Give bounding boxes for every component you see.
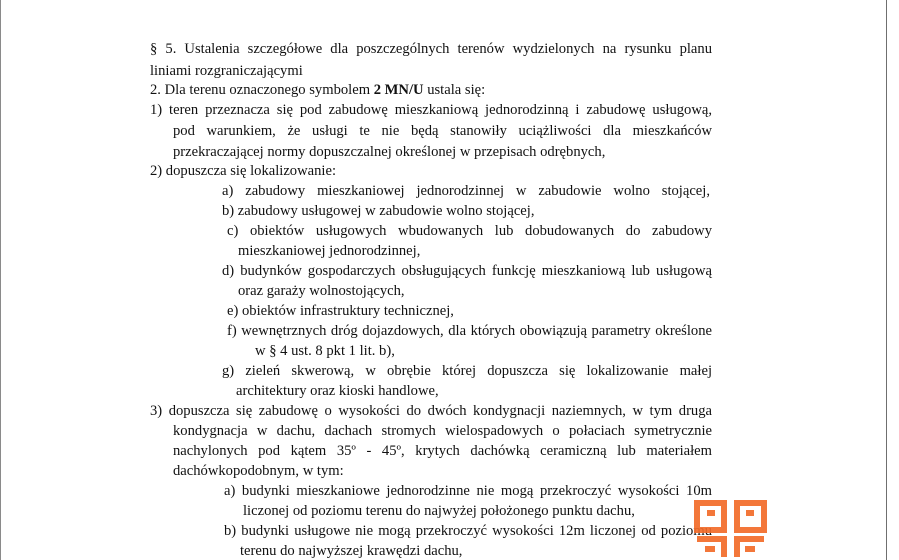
item-2d-line-1: d) budynków gospodarczych obsługujących funkcję mieszkaniową lub usługową [222, 263, 712, 279]
point-2-suffix: ustala się: [423, 82, 486, 98]
item-2c-line-1: c) obiektów usługowych wbudowanych lub dobudowanych do zabudowy [227, 223, 712, 239]
item-3b-line-1: b) budynki usługowe nie mogą przekroczyć wysokości 12m liczonej od poziomu [224, 523, 712, 539]
item-3a-line-1: a) budynki mieszkaniowe jednorodzinne nie mogą przekroczyć wysokości 10m [224, 483, 712, 499]
item-2-line-1: 2) dopuszcza się lokalizowanie: [150, 163, 336, 179]
page-right-border [886, 0, 887, 560]
item-3-line-1: 3) dopuszcza się zabudowę o wysokości do dwóch kondygnacji naziemnych, w tym druga [150, 403, 712, 419]
item-3-line-3: nachylonych pod kątem 35º - 45º, krytych dachówką ceramiczną lub materiałem [173, 443, 712, 459]
item-3b-line-2: terenu do najwyższej krawędzi dachu, [240, 543, 463, 559]
orange-watermark-logo-icon [693, 499, 768, 560]
item-2d-line-2: oraz garaży wolnostojących, [238, 283, 405, 299]
item-2c-line-2: mieszkaniowej jednorodzinnej, [238, 243, 421, 259]
item-3a-line-2: liczonej od poziomu terenu do najwyżej położonego punktu dachu, [243, 503, 635, 519]
item-3-line-2: kondygnacja w dachu, dachach stromych wielospadowych o połaciach symetrycznie [173, 423, 712, 439]
point-2-prefix: 2. Dla terenu oznaczonego symbolem [150, 82, 374, 98]
point-2-symbol: 2 MN/U [373, 82, 424, 98]
item-2g-line-1: g) zieleń skwerową, w obrębie której dopuszcza się lokalizowanie małej [222, 363, 712, 379]
item-1-line-2: pod warunkiem, że usługi te nie będą stanowiły uciążliwości dla mieszkańców [173, 123, 712, 139]
item-1-line-3: przekraczającej normy dopuszczalnej określonej w przepisach odrębnych, [173, 144, 606, 160]
item-2b: b) zabudowy usługowej w zabudowie wolno stojącej, [222, 203, 535, 219]
item-1-line-1: 1) teren przeznacza się pod zabudowę mieszkaniową jednorodzinną i zabudowę usługową, [150, 102, 712, 118]
item-2f-line-2: w § 4 ust. 8 pkt 1 lit. b), [255, 343, 395, 359]
item-2e: e) obiektów infrastruktury technicznej, [227, 303, 454, 319]
point-2-intro [150, 81, 485, 99]
item-2g-line-2: architektury oraz kioski handlowe, [236, 383, 439, 399]
item-3-line-4: dachówkopodobnym, w tym: [173, 463, 344, 479]
section-heading-line-1: § 5. Ustalenia szczegółowe dla poszczególnych terenów wydzielonych na rysunku planu [150, 41, 712, 57]
section-heading-line-2: liniami rozgraniczającymi [150, 63, 303, 79]
item-2f-line-1: f) wewnętrznych dróg dojazdowych, dla których obowiązują parametry określone [227, 323, 712, 339]
item-2a: a) zabudowy mieszkaniowej jednorodzinnej w zabudowie wolno stojącej, [222, 183, 710, 199]
